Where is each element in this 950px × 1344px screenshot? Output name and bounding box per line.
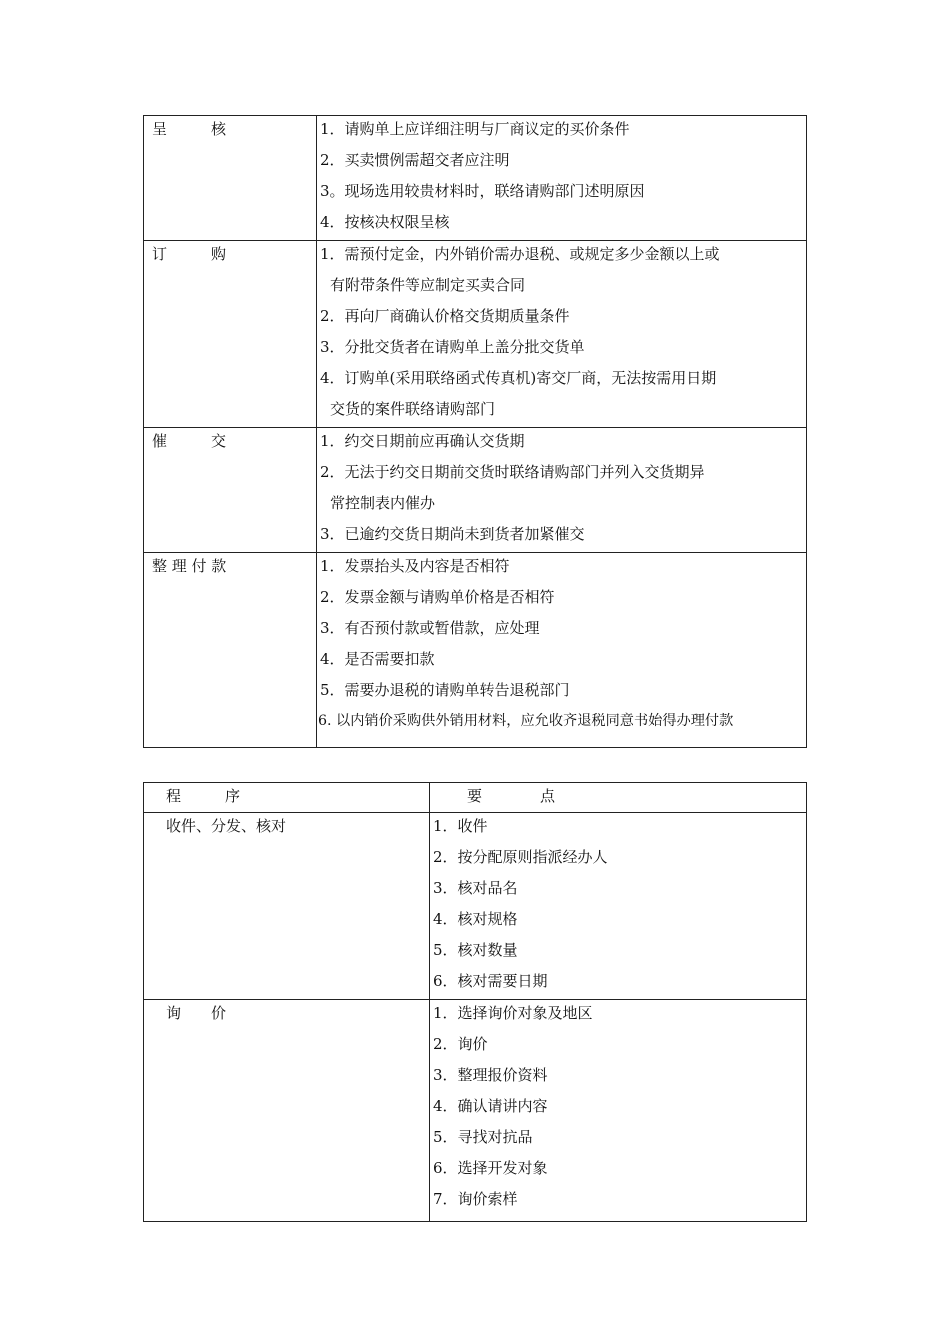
list-item: 3．整理报价资料	[433, 1066, 548, 1084]
list-item: 4．是否需要扣款	[320, 650, 435, 668]
stage-cell	[144, 241, 317, 428]
list-item: 1．选择询价对象及地区	[433, 1004, 593, 1022]
list-item: 有附带条件等应制定买卖合同	[330, 276, 526, 294]
stage-label: 询 价	[166, 1004, 227, 1022]
list-item: 4．确认请讲内容	[433, 1097, 548, 1115]
header-char: 点	[540, 787, 556, 805]
stage-char: 催	[152, 432, 168, 450]
list-item: 5．核对数量	[433, 941, 518, 959]
stage-char: 呈	[152, 120, 168, 138]
header-char: 序	[225, 787, 241, 805]
stage-char: 购	[211, 245, 227, 263]
stage-cell	[144, 116, 317, 241]
list-item: 5．需要办退税的请购单转告退税部门	[320, 681, 570, 699]
list-item: 1．需预付定金，内外销价需办退税、或规定多少金额以上或	[320, 245, 720, 263]
list-item: 2．询价	[433, 1035, 488, 1053]
table-row	[144, 241, 807, 428]
list-item: 7．询价索样	[433, 1190, 518, 1208]
list-item: 3．已逾约交货日期尚未到货者加紧催交	[320, 525, 585, 543]
list-item: 4．按核决权限呈核	[320, 213, 450, 231]
stage-char: 交	[211, 432, 227, 450]
list-item: 6．核对需要日期	[433, 972, 548, 990]
list-item: 1．收件	[433, 817, 488, 835]
purchase-procedure-table	[143, 115, 807, 748]
table-header-row	[144, 783, 807, 813]
table-row	[144, 553, 807, 748]
header-char: 程	[166, 787, 182, 805]
stage-cell	[144, 813, 430, 1000]
list-item: 1．发票抬头及内容是否相符	[320, 557, 510, 575]
stage-cell	[144, 428, 317, 553]
list-item: 4．订购单(采用联络函式传真机)寄交厂商，无法按需用日期	[320, 369, 717, 387]
list-item: 3。现场选用较贵材料时，联络请购部门述明原因	[320, 182, 645, 200]
stage-label: 整 理 付 款	[152, 557, 227, 575]
stage-cell	[144, 1000, 430, 1222]
list-item: 2．发票金额与请购单价格是否相符	[320, 588, 555, 606]
points-cell	[317, 553, 807, 748]
list-item: 4．核对规格	[433, 910, 518, 928]
table-row	[144, 813, 807, 1000]
list-item: 5．寻找对抗品	[433, 1128, 533, 1146]
stage-cell	[144, 553, 317, 748]
stage-label: 收件、分发、核对	[166, 817, 287, 835]
list-item: 1．约交日期前应再确认交货期	[320, 432, 525, 450]
list-item: 2．无法于约交日期前交货时联络请购部门并列入交货期异	[320, 463, 705, 481]
list-item: 1．请购单上应详细注明与厂商议定的买价条件	[320, 120, 630, 138]
header-char: 要	[467, 787, 483, 805]
points-cell	[317, 241, 807, 428]
list-item: 2．按分配原则指派经办人	[433, 848, 608, 866]
table-row	[144, 1000, 807, 1222]
list-item: 常控制表内催办	[330, 494, 436, 512]
points-cell	[430, 813, 807, 1000]
header-cell-points	[430, 783, 807, 813]
list-item: 3．核对品名	[433, 879, 518, 897]
list-item: 3．分批交货者在请购单上盖分批交货单	[320, 338, 585, 356]
points-cell	[317, 428, 807, 553]
header-cell-procedure	[144, 783, 430, 813]
points-cell	[317, 116, 807, 241]
table-row	[144, 428, 807, 553]
points-cell	[430, 1000, 807, 1222]
stage-char: 订	[152, 245, 168, 263]
list-item: 交货的案件联络请购部门	[330, 400, 496, 418]
list-item: 2．再向厂商确认价格交货期质量条件	[320, 307, 570, 325]
table-row	[144, 116, 807, 241]
list-item: 6．选择开发对象	[433, 1159, 548, 1177]
list-item: 2．买卖惯例需超交者应注明	[320, 151, 510, 169]
list-item: 6. 以内销价采购供外销用材料，应允收齐退税同意书始得办理付款	[318, 713, 734, 729]
stage-char: 核	[211, 120, 227, 138]
inquiry-procedure-table	[143, 782, 807, 1222]
list-item: 3．有否预付款或暂借款，应处理	[320, 619, 540, 637]
